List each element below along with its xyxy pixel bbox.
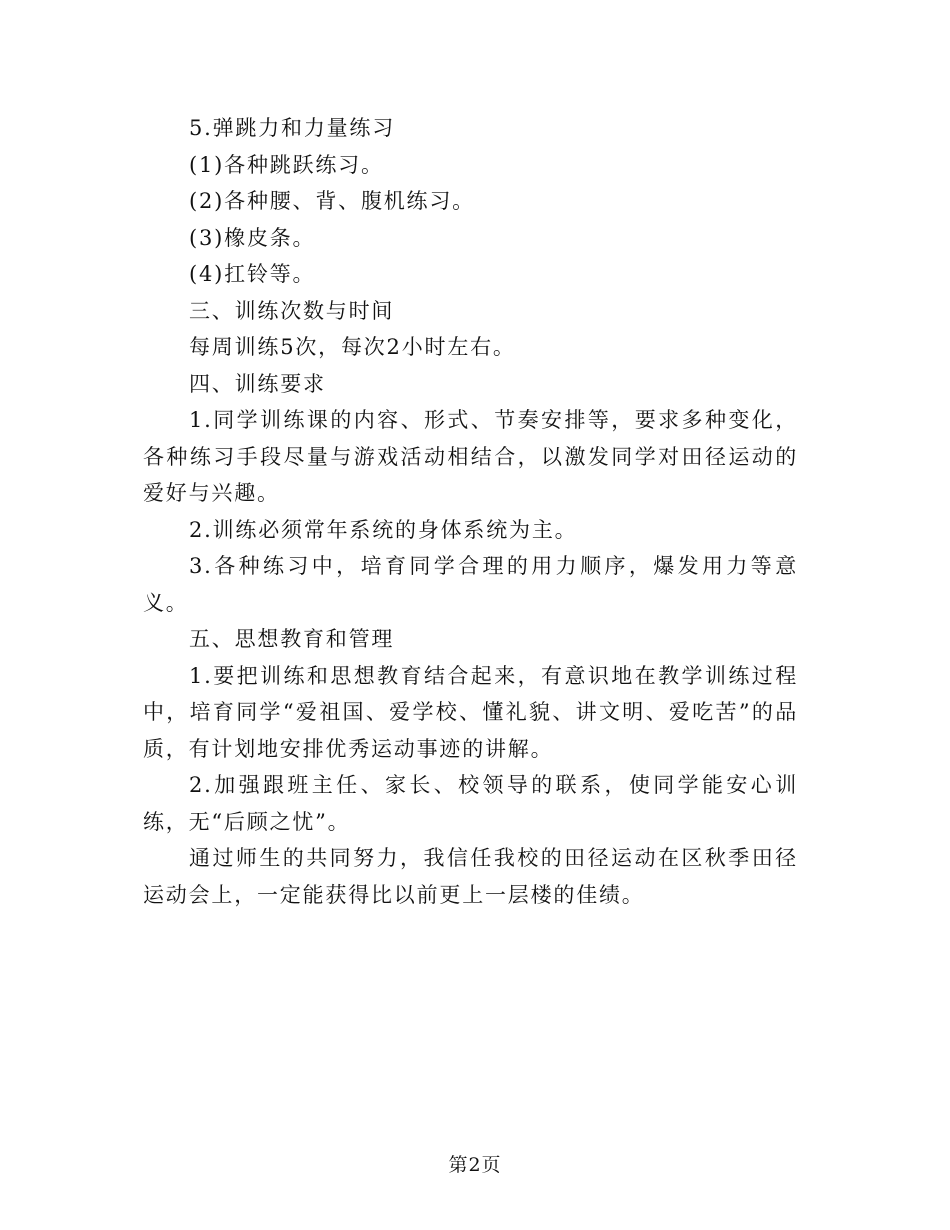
document-body [143, 110, 798, 913]
paragraph-3: (2)各种腰、背、腹机练习。 [189, 189, 475, 213]
paragraph-5: (4)扛铃等。 [189, 262, 316, 286]
section-heading-3: 三、训练次数与时间 [189, 298, 395, 323]
paragraph-11: 3.各种练习中，培育同学合理的用力顺序，爆发用力等意义。 [143, 554, 798, 615]
paragraph-9: 1.同学训练课的内容、形式、节奏安排等，要求多种变化，各种练习手段尽量与游戏活动相结合，以激发同学对田径运动的爱好与兴趣。 [143, 408, 798, 505]
section-heading-5: 五、思想教育和管理 [189, 627, 395, 651]
paragraph-2: (1)各种跳跃练习。 [189, 152, 384, 177]
paragraph-1: 5.弹跳力和力量练习 [189, 116, 396, 140]
paragraph-15: 通过师生的共同努力，我信任我校的田径运动在区秋季田径运动会上，一定能获得比以前更上一层楼的佳绩。 [143, 846, 798, 907]
section-heading-4: 四、训练要求 [189, 371, 326, 396]
paragraph-7: 每周训练5次，每次2小时左右。 [189, 335, 516, 359]
paragraph-4: (3)橡皮条。 [189, 225, 316, 250]
page-number: 第2页 [448, 1154, 502, 1176]
paragraph-14: 2.加强跟班主任、家长、校领导的联系，使同学能安心训练，无“后顾之忧”。 [143, 773, 798, 834]
paragraph-13: 1.要把训练和思想教育结合起来，有意识地在教学训练过程中，培育同学“爱祖国、爱学校、懂礼貌、讲文明、爱吃苦”的品质，有计划地安排优秀运动事迹的讲解。 [143, 663, 798, 761]
paragraph-10: 2.训练必须常年系统的身体系统为主。 [189, 517, 578, 542]
